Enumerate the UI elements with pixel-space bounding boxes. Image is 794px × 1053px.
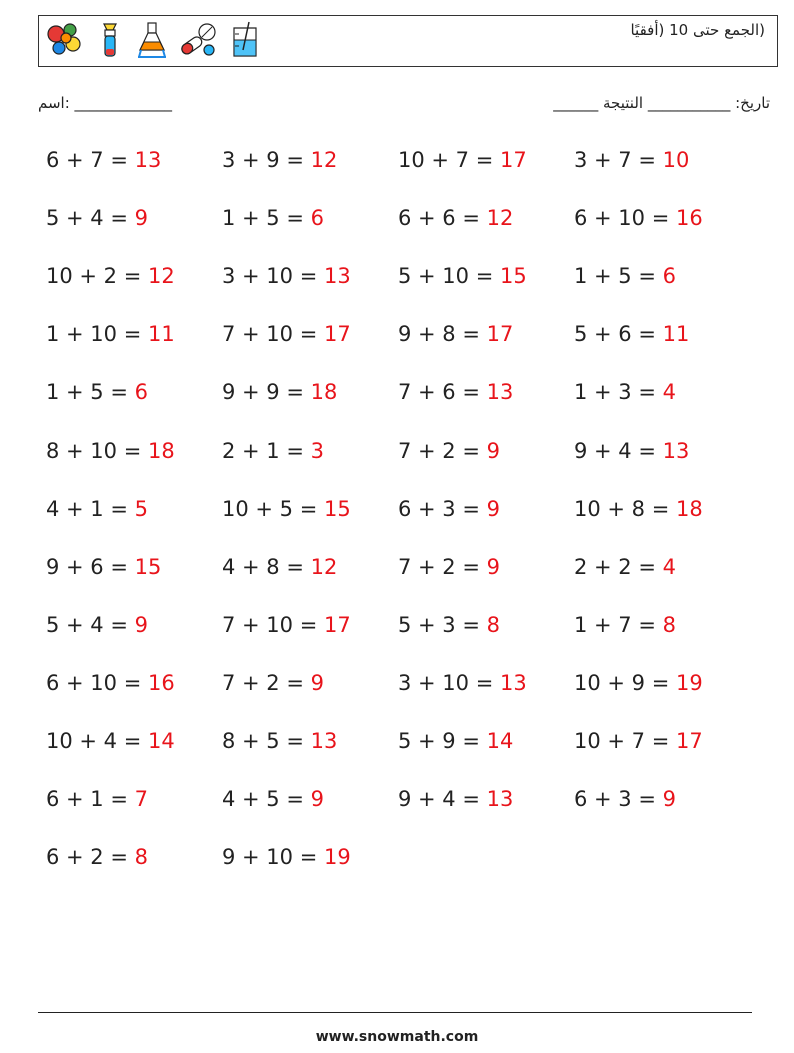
problem-answer: 8 (662, 612, 676, 637)
problem-item (574, 787, 676, 811)
problem-answer: 8 (134, 845, 148, 870)
problem-question: 7 + 2 = (222, 670, 311, 695)
problem-answer: 10 (662, 148, 690, 172)
problem-item (46, 729, 175, 753)
problem-question: 6 + 2 = (46, 845, 135, 870)
test-tube-icon (95, 20, 125, 60)
problem-question: 10 + 7 = (398, 148, 500, 172)
problem-item (46, 380, 148, 404)
problem-item (222, 148, 337, 172)
problem-item (222, 613, 351, 637)
problem-question: 9 + 4 = (398, 787, 487, 812)
problem-answer: 12 (147, 264, 175, 289)
problem-answer: 6 (310, 206, 324, 231)
problem-question: 10 + 7 = (574, 729, 676, 753)
problem-answer: 16 (147, 670, 175, 695)
problem-item (46, 555, 161, 579)
problem-question: 10 + 4 = (46, 729, 148, 753)
problem-question: 5 + 9 = (398, 729, 487, 753)
problem-question: 4 + 8 = (222, 554, 311, 579)
problem-answer: 8 (486, 612, 500, 637)
problem-answer: 18 (675, 496, 703, 521)
problem-item (46, 148, 161, 172)
problem-answer: 15 (134, 554, 162, 579)
problem-answer: 16 (675, 206, 703, 231)
problem-question: 3 + 10 = (398, 670, 500, 695)
page-title: (الجمع حتى 10 (أفقيًا (630, 21, 765, 39)
date-score-field: تاريخ: ___________ النتيجة ______ (553, 94, 770, 112)
problem-item (574, 613, 676, 637)
problem-question: 1 + 3 = (574, 380, 663, 405)
problem-item (222, 497, 351, 521)
problem-question: 9 + 10 = (222, 845, 324, 870)
problem-item (574, 439, 689, 463)
problem-question: 6 + 1 = (46, 787, 135, 812)
problem-answer: 9 (310, 670, 324, 695)
problem-answer: 3 (310, 438, 324, 463)
problem-answer: 14 (486, 729, 514, 753)
problem-item (222, 439, 324, 463)
pills-icon (179, 20, 219, 60)
problem-item (574, 497, 703, 521)
problem-answer: 9 (134, 612, 148, 637)
problem-answer: 6 (662, 264, 676, 289)
problem-answer: 9 (134, 206, 148, 231)
problem-item (222, 264, 351, 288)
problem-item (398, 613, 500, 637)
problem-question: 5 + 6 = (574, 322, 663, 347)
footer-divider (38, 1012, 752, 1013)
problem-item (574, 322, 689, 346)
problem-question: 9 + 8 = (398, 322, 487, 347)
problem-answer: 19 (675, 670, 703, 695)
problem-item (574, 671, 703, 695)
name-field: اسم: _____________ (38, 94, 173, 112)
problem-question: 8 + 10 = (46, 438, 148, 463)
problem-answer: 17 (486, 322, 514, 347)
icon-strip (45, 20, 263, 60)
problem-answer: 17 (323, 322, 351, 347)
problem-item (46, 439, 175, 463)
problem-item (46, 322, 175, 346)
problem-question: 7 + 2 = (398, 438, 487, 463)
problem-answer: 5 (134, 496, 148, 521)
problem-answer: 18 (147, 438, 175, 463)
problem-answer: 14 (147, 729, 175, 753)
problem-question: 6 + 10 = (46, 670, 148, 695)
problem-item (398, 439, 500, 463)
problem-answer: 9 (486, 554, 500, 579)
problem-answer: 12 (310, 148, 338, 172)
problem-answer: 13 (310, 729, 338, 753)
problem-item (222, 206, 324, 230)
problem-question: 10 + 9 = (574, 670, 676, 695)
problem-item (574, 206, 703, 230)
problem-question: 7 + 6 = (398, 380, 487, 405)
problem-item (222, 671, 324, 695)
problem-question: 4 + 1 = (46, 496, 135, 521)
problem-question: 5 + 4 = (46, 206, 135, 231)
problem-answer: 13 (134, 148, 162, 172)
problem-question: 2 + 2 = (574, 554, 663, 579)
problem-question: 3 + 9 = (222, 148, 311, 172)
problem-question: 7 + 10 = (222, 612, 324, 637)
problem-item (222, 555, 337, 579)
problem-question: 1 + 5 = (46, 380, 135, 405)
problem-answer: 15 (499, 264, 527, 289)
problem-item (398, 729, 513, 753)
problem-question: 7 + 2 = (398, 554, 487, 579)
problem-question: 10 + 5 = (222, 496, 324, 521)
problem-question: 1 + 5 = (222, 206, 311, 231)
problem-question: 6 + 6 = (398, 206, 487, 231)
problem-question: 6 + 7 = (46, 148, 135, 172)
problem-item (398, 555, 500, 579)
problem-answer: 15 (323, 496, 351, 521)
problem-answer: 18 (310, 380, 338, 405)
problem-item (574, 264, 676, 288)
problem-answer: 9 (486, 496, 500, 521)
problem-question: 5 + 4 = (46, 612, 135, 637)
problem-item (574, 148, 689, 172)
problem-question: 8 + 5 = (222, 729, 311, 753)
problem-item (398, 380, 513, 404)
problem-item (46, 206, 148, 230)
problem-question: 9 + 4 = (574, 438, 663, 463)
problem-item (398, 671, 527, 695)
problem-answer: 4 (662, 554, 676, 579)
problem-item (46, 497, 148, 521)
beaker-icon (229, 20, 263, 60)
problem-answer: 13 (662, 438, 690, 463)
problem-item (398, 497, 500, 521)
problem-answer: 13 (499, 670, 527, 695)
problem-question: 1 + 5 = (574, 264, 663, 289)
problem-question: 6 + 3 = (574, 787, 663, 812)
problem-item (222, 729, 337, 753)
problem-item (46, 787, 148, 811)
problem-question: 9 + 6 = (46, 554, 135, 579)
problem-question: 1 + 10 = (46, 322, 148, 347)
problem-answer: 17 (323, 612, 351, 637)
problem-answer: 11 (662, 322, 690, 347)
problem-question: 3 + 7 = (574, 148, 663, 172)
problem-answer: 9 (662, 787, 676, 812)
problem-answer: 13 (486, 787, 514, 812)
footer-url: www.snowmath.com (315, 1029, 479, 1045)
problem-item (46, 613, 148, 637)
problem-question: 9 + 9 = (222, 380, 311, 405)
problem-item (398, 264, 527, 288)
problem-question: 2 + 1 = (222, 438, 311, 463)
problem-item (222, 787, 324, 811)
problem-answer: 17 (675, 729, 703, 753)
problem-question: 1 + 7 = (574, 612, 663, 637)
problem-item (574, 555, 676, 579)
problem-answer: 13 (323, 264, 351, 289)
problem-item (46, 671, 175, 695)
problem-item (222, 845, 351, 869)
problem-question: 3 + 10 = (222, 264, 324, 289)
problem-answer: 11 (147, 322, 175, 347)
problem-answer: 12 (310, 554, 338, 579)
problem-answer: 17 (499, 148, 527, 172)
problem-answer: 13 (486, 380, 514, 405)
problem-item (574, 729, 703, 753)
problem-item (222, 322, 351, 346)
problem-question: 7 + 10 = (222, 322, 324, 347)
problem-item (398, 787, 513, 811)
header-box (38, 15, 778, 67)
problem-answer: 9 (310, 787, 324, 812)
problem-question: 5 + 10 = (398, 264, 500, 289)
problem-answer: 7 (134, 787, 148, 812)
problem-answer: 6 (134, 380, 148, 405)
problem-item (222, 380, 337, 404)
problem-item (46, 264, 175, 288)
molecule-icon (45, 20, 85, 60)
problem-item (574, 380, 676, 404)
problem-item (398, 206, 513, 230)
flask-icon (135, 20, 169, 60)
problem-question: 10 + 2 = (46, 264, 148, 289)
problem-question: 6 + 3 = (398, 496, 487, 521)
problem-question: 10 + 8 = (574, 496, 676, 521)
problem-answer: 9 (486, 438, 500, 463)
problem-answer: 12 (486, 206, 514, 231)
problem-question: 6 + 10 = (574, 206, 676, 231)
problem-answer: 19 (323, 845, 351, 870)
problem-question: 5 + 3 = (398, 612, 487, 637)
problem-item (46, 845, 148, 869)
problem-item (398, 322, 513, 346)
problem-answer: 4 (662, 380, 676, 405)
problem-item (398, 148, 527, 172)
problem-question: 4 + 5 = (222, 787, 311, 812)
